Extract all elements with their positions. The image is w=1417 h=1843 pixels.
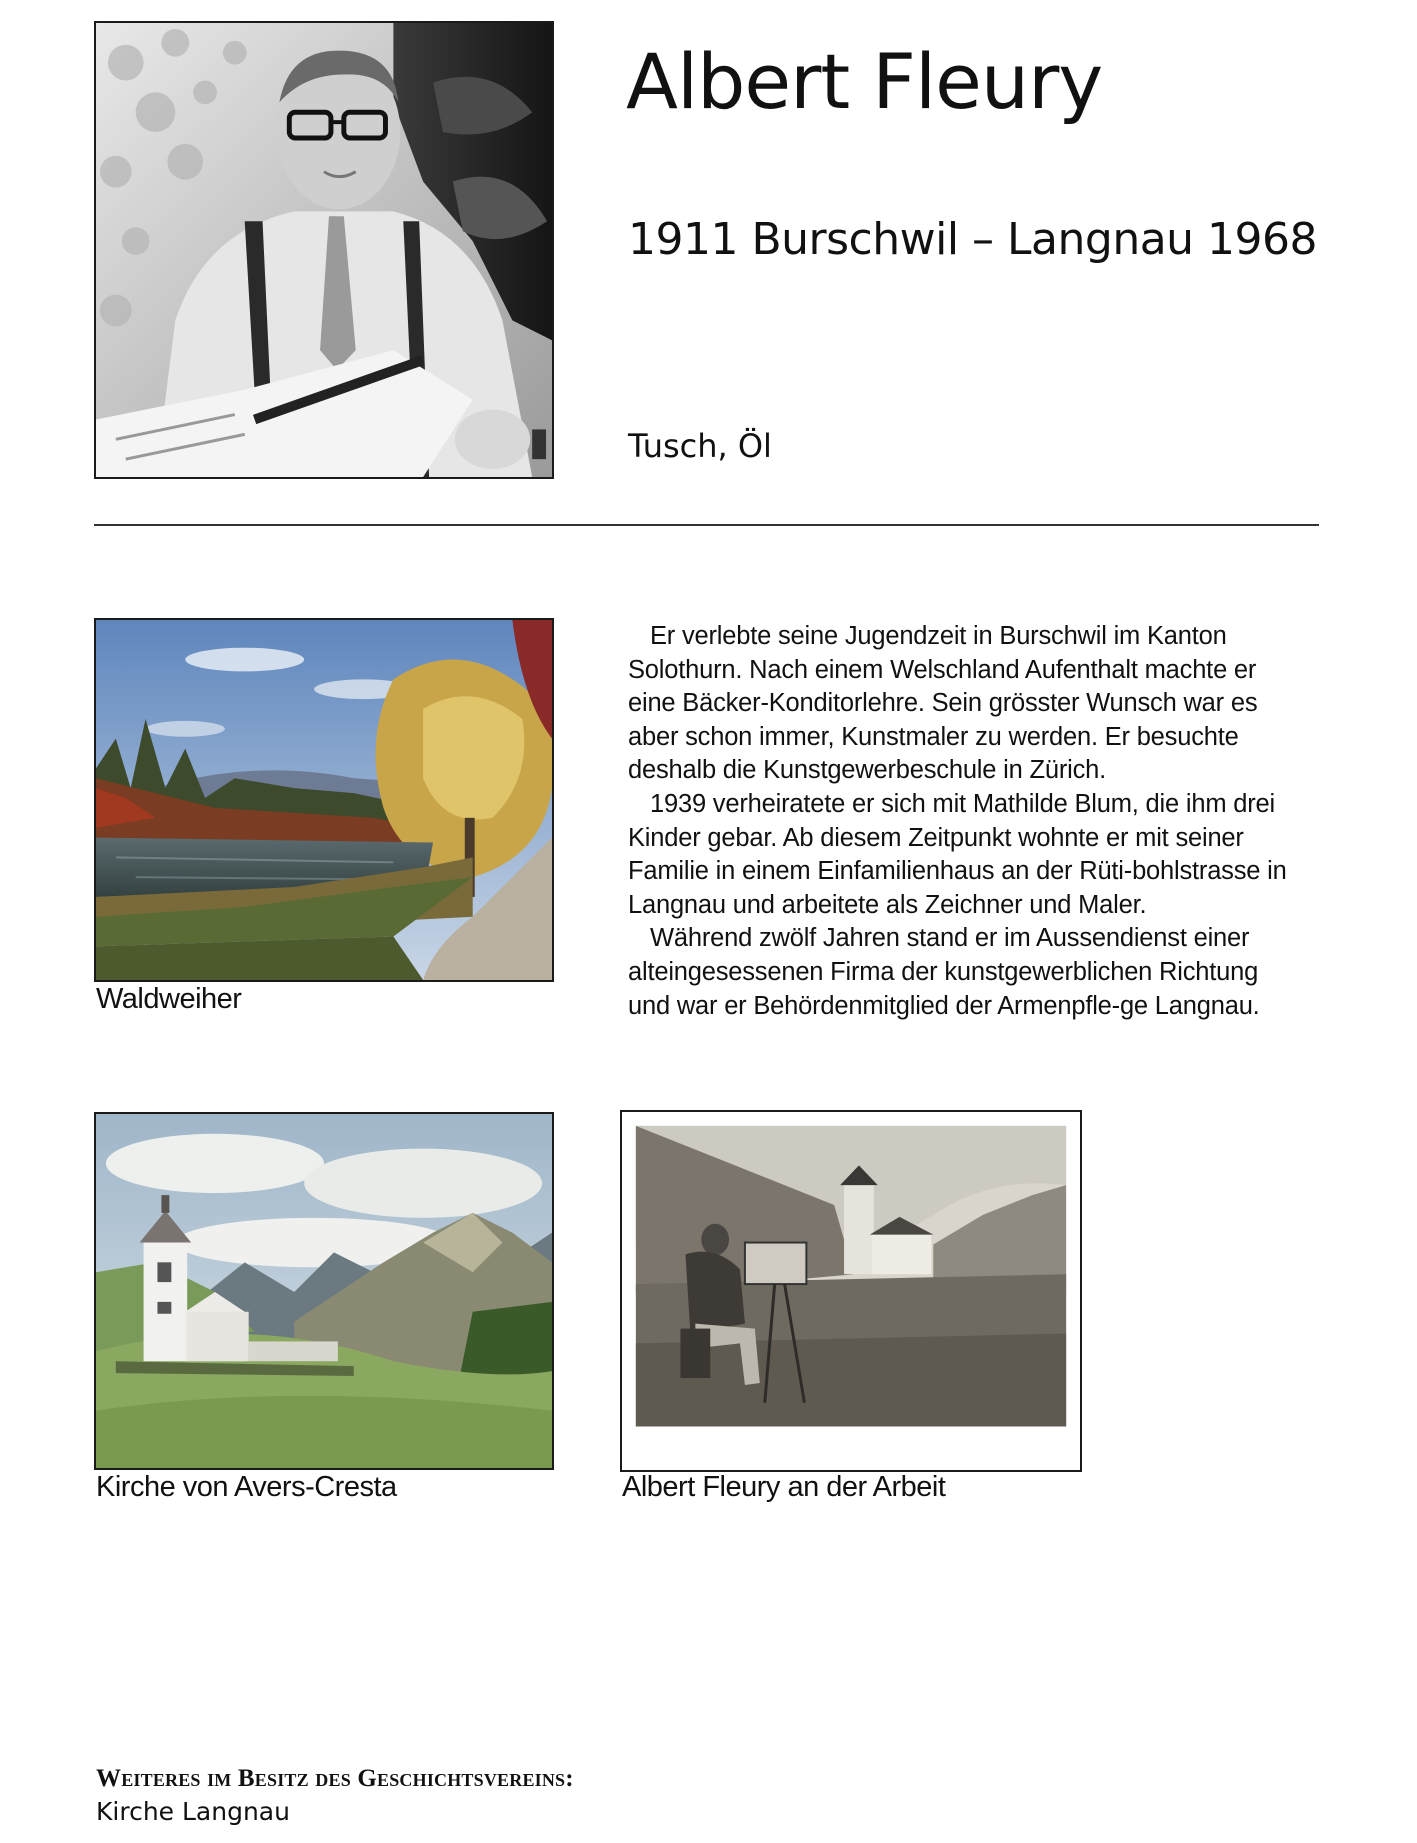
biography: [628, 620, 1288, 1023]
biography-paragraph: Während zwölf Jahren stand er im Aussendienst einer alteingesessenen Firma der kunstgewerblichen Richtung und war er Behördenmitglied der Armenpfle-ge Langnau.: [628, 924, 1260, 1020]
life-dates: 1911 Burschwil – Langnau 1968: [628, 214, 1318, 265]
painting-waldweiher: [94, 618, 554, 982]
caption-waldweiher: Waldweiher: [96, 983, 242, 1015]
photo-fleury-at-work: [620, 1110, 1082, 1472]
footer-heading: Weiteres im Besitz des Geschichtsvereins:: [96, 1765, 574, 1792]
biography-paragraph: 1939 verheiratete er sich mit Mathilde Blum, die ihm drei Kinder gebar. Ab diesem Zeitpunkt wohnte er mit seiner Familie in einem Einfamilienhaus an der Rüti-bohlstrasse in Langnau und arbeitete als Zeichner und Maler.: [628, 789, 1287, 919]
technique: Tusch, Öl: [628, 427, 772, 465]
biography-paragraph: Er verlebte seine Jugendzeit in Burschwil im Kanton Solothurn. Nach einem Welschland Aufenthalt machte er eine Bäcker-Konditorlehre. Sein grösster Wunsch war es aber schon immer, Kunstmaler zu werden. Er besuchte deshalb die Kunstgewerbeschule in Zürich.: [628, 622, 1258, 785]
caption-kirche-avers-cresta: Kirche von Avers-Cresta: [96, 1471, 397, 1503]
artist-name: Albert Fleury: [626, 37, 1103, 126]
caption-fleury-at-work: Albert Fleury an der Arbeit: [622, 1471, 946, 1503]
divider: [94, 524, 1319, 526]
painting-kirche-avers-cresta: [94, 1112, 554, 1470]
portrait-photo: [94, 21, 554, 479]
footer-item: Kirche Langnau: [96, 1797, 290, 1826]
